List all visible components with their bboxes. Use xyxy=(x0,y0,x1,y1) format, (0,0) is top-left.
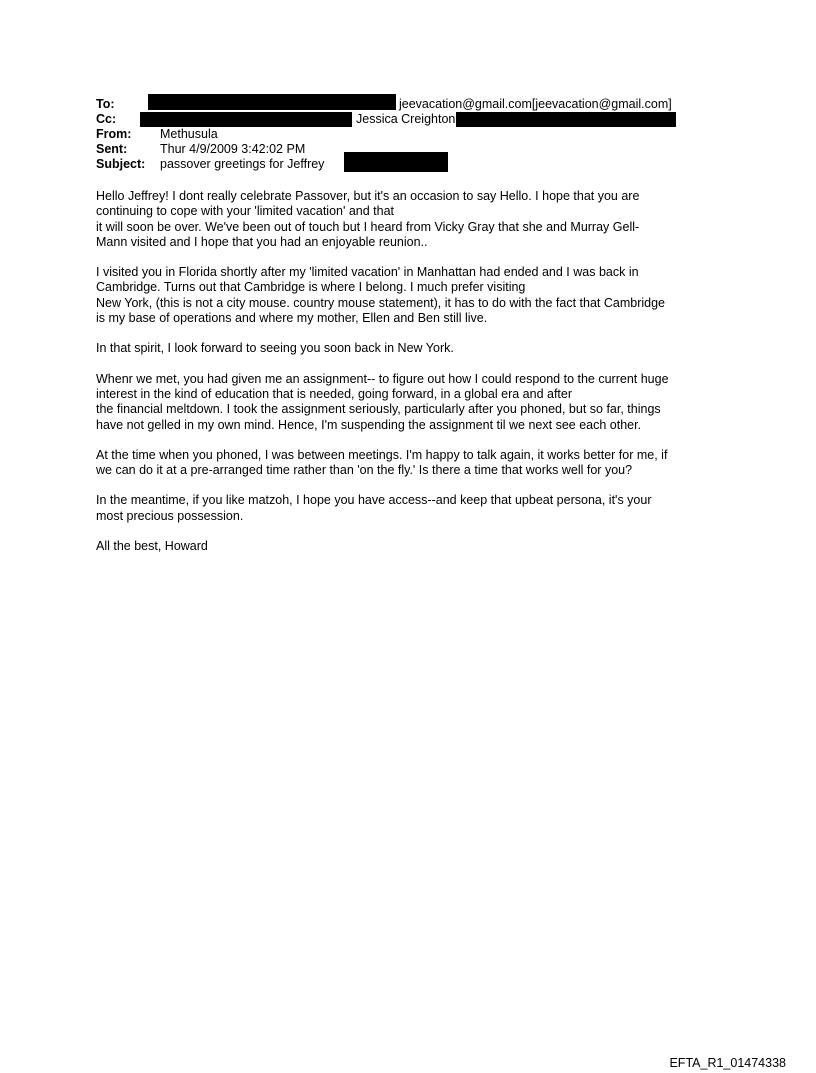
paragraph-4 xyxy=(96,372,736,433)
sent-value: Thur 4/9/2009 3:42:02 PM xyxy=(160,142,306,156)
paragraph-1 xyxy=(96,189,736,250)
body-line: Mann visited and I hope that you had an enjoyable reunion.. xyxy=(96,234,428,249)
body-line: interest in the kind of education that is needed, going forward, in a global era and after xyxy=(96,386,573,401)
redaction-cc-2 xyxy=(456,112,676,127)
paragraph-3 xyxy=(96,341,736,356)
cc-label: Cc: xyxy=(96,112,117,126)
body-line: is my base of operations and where my mother, Ellen and Ben still live. xyxy=(96,311,488,326)
paragraph-6 xyxy=(96,493,736,524)
subject-value: passover greetings for Jeffrey xyxy=(160,157,325,171)
body-line: we can do it at a pre-arranged time rather than 'on the fly.' Is there a time that works well for you? xyxy=(96,463,633,478)
body-line: continuing to cope with your 'limited vacation' and that xyxy=(96,204,395,219)
to-value: jeevacation@gmail.com[jeevacation@gmail.com] xyxy=(399,97,672,111)
subject-label: Subject: xyxy=(96,157,146,171)
sent-label: Sent: xyxy=(96,142,128,156)
body-line: Cambridge. Turns out that Cambridge is where I belong. I much prefer visiting xyxy=(96,280,526,295)
body-line: the financial meltdown. I took the assignment seriously, particularly after you phoned, but so far, things xyxy=(96,402,661,417)
body-line: In that spirit, I look forward to seeing you soon back in New York. xyxy=(96,341,454,356)
body-line: have not gelled in my own mind. Hence, I'm suspending the assignment til we next see each other. xyxy=(96,417,642,432)
body-line: most precious possession. xyxy=(96,508,244,523)
body-line: At the time when you phoned, I was between meetings. I'm happy to talk again, it works better for me, if xyxy=(96,447,668,462)
body-line: All the best, Howard xyxy=(96,539,208,554)
body-line: it will soon be over. We've been out of touch but I heard from Vicky Gray that she and Murray Gell- xyxy=(96,219,640,234)
document-id: EFTA_R1_01474338 xyxy=(669,1056,786,1070)
body-line: Whenr we met, you had given me an assignment-- to figure out how I could respond to the current huge xyxy=(96,371,669,386)
from-label: From: xyxy=(96,127,132,141)
redaction-to xyxy=(148,94,396,110)
redaction-cc-1 xyxy=(140,112,352,127)
cc-value: Jessica Creighton xyxy=(356,112,456,126)
body-line: I visited you in Florida shortly after my 'limited vacation' in Manhattan had ended and I was back in xyxy=(96,265,639,280)
body-line: Hello Jeffrey! I dont really celebrate Passover, but it's an occasion to say Hello. I hope that you are xyxy=(96,189,640,203)
body-line: New York, (this is not a city mouse. country mouse statement), it has to do with the fact that Cambridge xyxy=(96,295,666,310)
from-value: Methusula xyxy=(160,127,218,141)
redaction-subject xyxy=(344,152,448,172)
to-label: To: xyxy=(96,97,115,111)
body-line: In the meantime, if you like matzoh, I hope you have access--and keep that upbeat persona, it's your xyxy=(96,493,652,508)
signature xyxy=(96,539,736,554)
paragraph-2 xyxy=(96,265,736,326)
email-body xyxy=(96,189,736,569)
paragraph-5 xyxy=(96,448,736,479)
